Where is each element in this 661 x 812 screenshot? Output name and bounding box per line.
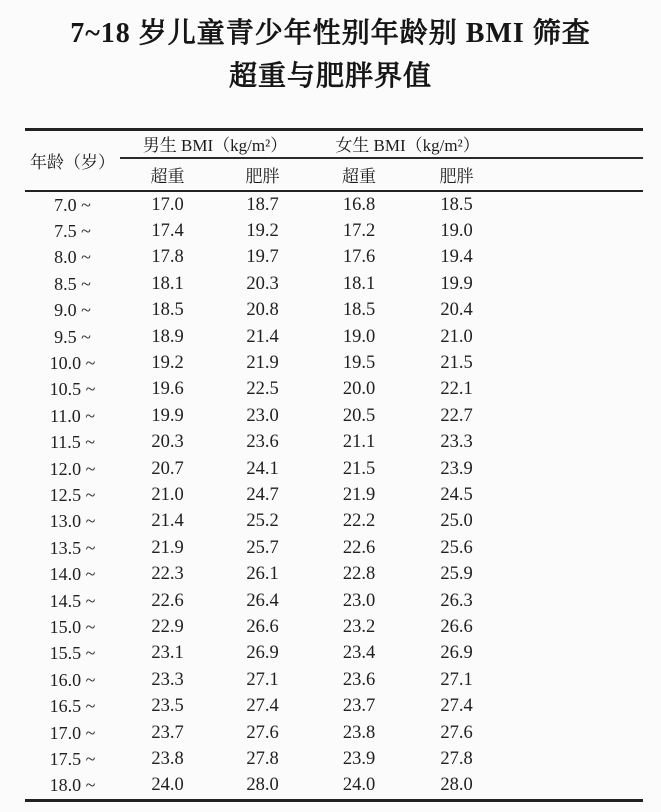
boys-overweight-cell: 17.8	[151, 247, 184, 268]
girls-overweight-cell: 23.6	[342, 669, 376, 690]
table-row	[25, 191, 643, 218]
girls-overweight-cell: 17.6	[342, 247, 376, 268]
girls-obese-cell: 19.9	[440, 273, 473, 294]
boys-overweight-header: 超重	[120, 158, 215, 191]
boys-overweight-cell: 21.0	[151, 484, 184, 505]
girls-obese-cell: 26.6	[440, 617, 473, 637]
table-row	[25, 403, 643, 429]
age-cell: 10.0 ~	[49, 352, 96, 373]
girls-obese-cell: 20.4	[440, 300, 473, 321]
table-row	[25, 456, 643, 482]
table-row	[25, 429, 643, 455]
age-cell: 7.5 ~	[54, 220, 91, 241]
girls-group-header: 女生 BMI（kg/m²）	[310, 130, 505, 158]
boys-obese-cell: 22.5	[246, 379, 279, 400]
row-filler	[505, 244, 643, 270]
table-row	[25, 244, 643, 270]
age-cell: 7.0 ~	[54, 194, 91, 215]
boys-obese-cell: 24.7	[246, 484, 279, 505]
girls-obese-cell: 19.0	[440, 220, 473, 241]
row-filler	[505, 403, 643, 429]
table-row	[25, 535, 643, 561]
boys-overweight-cell: 23.8	[151, 749, 184, 770]
boys-obese-cell: 23.6	[246, 432, 279, 453]
age-cell: 8.0 ~	[54, 247, 91, 268]
boys-overweight-cell: 23.1	[151, 643, 184, 664]
girls-overweight-cell: 23.2	[342, 617, 376, 637]
age-cell: 11.0 ~	[49, 405, 96, 426]
girls-overweight-cell: 18.5	[342, 300, 376, 321]
row-filler	[505, 350, 643, 376]
row-filler	[505, 191, 643, 218]
boys-obese-cell: 28.0	[246, 775, 279, 796]
girls-obese-cell: 27.8	[440, 749, 473, 770]
girls-overweight-header: 超重	[310, 158, 408, 191]
table-row	[25, 376, 643, 402]
boys-overweight-cell: 18.1	[151, 273, 184, 294]
boys-overweight-cell: 23.7	[151, 722, 184, 743]
boys-obese-cell: 19.2	[246, 220, 279, 241]
row-filler	[505, 482, 643, 508]
table-row	[25, 508, 643, 534]
age-cell: 16.0 ~	[49, 669, 96, 690]
age-cell: 15.0 ~	[49, 617, 96, 637]
girls-overweight-cell: 20.5	[342, 405, 376, 426]
boys-overweight-cell: 22.9	[151, 617, 184, 637]
girls-obese-cell: 19.4	[440, 247, 473, 268]
girls-obese-cell: 21.5	[440, 352, 473, 373]
table-row	[25, 350, 643, 376]
age-cell: 8.5 ~	[54, 273, 91, 294]
table-row	[25, 482, 643, 508]
boys-obese-cell: 26.9	[246, 643, 279, 664]
boys-obese-header: 肥胖	[215, 158, 310, 191]
bmi-cutoff-table	[25, 128, 643, 802]
title-line-2: 超重与肥胖界值	[228, 61, 432, 92]
boys-obese-cell: 27.4	[246, 696, 279, 717]
row-filler	[505, 218, 643, 244]
age-cell: 14.5 ~	[49, 590, 96, 611]
girls-obese-cell: 22.1	[440, 379, 473, 400]
table-row	[25, 218, 643, 244]
girls-obese-cell: 22.7	[440, 405, 473, 426]
table-body	[25, 191, 643, 801]
table-row	[25, 324, 643, 350]
boys-overweight-cell: 24.0	[151, 775, 184, 796]
boys-obese-cell: 26.4	[246, 590, 279, 611]
girls-obese-header: 肥胖	[408, 158, 505, 191]
table-row	[25, 588, 643, 614]
boys-overweight-cell: 21.9	[151, 537, 184, 558]
boys-overweight-cell: 21.4	[151, 511, 184, 532]
table-row	[25, 297, 643, 323]
page-title	[0, 12, 661, 98]
girls-overweight-cell: 20.0	[342, 379, 376, 400]
girls-obese-cell: 27.1	[440, 669, 473, 690]
row-filler	[505, 614, 643, 640]
boys-overweight-cell: 18.5	[151, 300, 184, 321]
age-cell: 11.5 ~	[49, 432, 96, 453]
girls-overweight-cell: 18.1	[342, 273, 376, 294]
girls-obese-cell: 18.5	[440, 194, 473, 215]
girls-overweight-cell: 22.8	[342, 564, 376, 585]
girls-obese-cell: 25.6	[440, 537, 473, 558]
table-row	[25, 614, 643, 640]
table-row	[25, 640, 643, 666]
girls-overweight-cell: 16.8	[342, 194, 376, 215]
group-header-row	[25, 130, 643, 158]
row-filler	[505, 588, 643, 614]
table-row	[25, 271, 643, 297]
row-filler	[505, 561, 643, 587]
boys-obese-cell: 21.4	[246, 326, 279, 347]
row-filler	[505, 772, 643, 800]
girls-overweight-cell: 23.0	[342, 590, 376, 611]
girls-obese-cell: 23.3	[440, 432, 473, 453]
age-cell: 12.0 ~	[49, 458, 96, 479]
boys-overweight-cell: 17.0	[151, 194, 184, 215]
boys-group-header: 男生 BMI（kg/m²）	[120, 130, 310, 158]
boys-obese-cell: 21.9	[246, 352, 279, 373]
table-row	[25, 561, 643, 587]
boys-obese-cell: 18.7	[246, 194, 279, 215]
girls-overweight-cell: 23.8	[342, 722, 376, 743]
age-cell: 16.5 ~	[49, 696, 96, 717]
boys-obese-cell: 27.6	[246, 722, 279, 743]
row-filler	[505, 693, 643, 719]
girls-overweight-cell: 19.5	[342, 352, 376, 373]
girls-overweight-cell: 22.2	[342, 511, 376, 532]
age-cell: 15.5 ~	[49, 643, 96, 664]
boys-obese-cell: 27.8	[246, 749, 279, 770]
age-cell: 9.0 ~	[54, 300, 91, 321]
age-cell: 10.5 ~	[49, 379, 96, 400]
table-row	[25, 693, 643, 719]
age-cell: 17.5 ~	[49, 749, 96, 770]
row-filler	[505, 535, 643, 561]
boys-obese-cell: 25.7	[246, 537, 279, 558]
row-filler	[505, 429, 643, 455]
girls-overweight-cell: 23.4	[342, 643, 376, 664]
boys-overweight-cell: 22.6	[151, 590, 184, 611]
table-row	[25, 772, 643, 800]
boys-overweight-cell: 22.3	[151, 564, 184, 585]
boys-overweight-cell: 17.4	[151, 220, 184, 241]
row-filler	[505, 720, 643, 746]
boys-obese-cell: 25.2	[246, 511, 279, 532]
boys-overweight-cell: 23.3	[151, 669, 184, 690]
row-filler	[505, 667, 643, 693]
girls-overweight-cell: 19.0	[342, 326, 376, 347]
boys-overweight-cell: 20.7	[151, 458, 184, 479]
girls-obese-cell: 28.0	[440, 775, 473, 796]
boys-overweight-cell: 19.2	[151, 352, 184, 373]
girls-overweight-cell: 17.2	[342, 220, 376, 241]
table-row	[25, 746, 643, 772]
age-cell: 17.0 ~	[49, 722, 96, 743]
age-cell: 13.5 ~	[49, 537, 96, 558]
girls-overweight-cell: 24.0	[342, 775, 376, 796]
girls-obese-cell: 23.9	[440, 458, 473, 479]
row-filler	[505, 640, 643, 666]
boys-obese-cell: 20.3	[246, 273, 279, 294]
boys-obese-cell: 24.1	[246, 458, 279, 479]
girls-obese-cell: 26.9	[440, 643, 473, 664]
boys-obese-cell: 27.1	[246, 669, 279, 690]
girls-overweight-cell: 21.5	[342, 458, 376, 479]
table-row	[25, 667, 643, 693]
age-cell: 9.5 ~	[54, 326, 91, 347]
age-column-header: 年龄（岁）	[25, 130, 120, 191]
girls-obese-cell: 25.0	[440, 511, 473, 532]
age-cell: 12.5 ~	[49, 484, 96, 505]
girls-overweight-cell: 21.1	[342, 432, 376, 453]
girls-obese-cell: 25.9	[440, 564, 473, 585]
boys-overweight-cell: 20.3	[151, 432, 184, 453]
girls-overweight-cell: 23.7	[342, 696, 376, 717]
boys-obese-cell: 26.1	[246, 564, 279, 585]
row-filler	[505, 271, 643, 297]
header-filler	[505, 130, 643, 158]
row-filler	[505, 456, 643, 482]
boys-obese-cell: 20.8	[246, 300, 279, 321]
boys-obese-cell: 23.0	[246, 405, 279, 426]
girls-overweight-cell: 21.9	[342, 484, 376, 505]
row-filler	[505, 376, 643, 402]
age-cell: 13.0 ~	[49, 511, 96, 532]
row-filler	[505, 324, 643, 350]
table-row	[25, 720, 643, 746]
row-filler	[505, 508, 643, 534]
row-filler	[505, 297, 643, 323]
age-cell: 18.0 ~	[49, 775, 96, 796]
boys-overweight-cell: 19.6	[151, 379, 184, 400]
title-line-1: 7~18 岁儿童青少年性别年龄别 BMI 筛查	[70, 18, 591, 49]
sub-header-filler	[505, 158, 643, 191]
age-cell: 14.0 ~	[49, 564, 96, 585]
girls-overweight-cell: 23.9	[342, 749, 376, 770]
boys-obese-cell: 19.7	[246, 247, 279, 268]
boys-overweight-cell: 18.9	[151, 326, 184, 347]
girls-obese-cell: 26.3	[440, 590, 473, 611]
row-filler	[505, 746, 643, 772]
girls-obese-cell: 21.0	[440, 326, 473, 347]
girls-overweight-cell: 22.6	[342, 537, 376, 558]
boys-obese-cell: 26.6	[246, 617, 279, 637]
girls-obese-cell: 27.6	[440, 722, 473, 743]
boys-overweight-cell: 19.9	[151, 405, 184, 426]
boys-overweight-cell: 23.5	[151, 696, 184, 717]
girls-obese-cell: 24.5	[440, 484, 473, 505]
girls-obese-cell: 27.4	[440, 696, 473, 717]
